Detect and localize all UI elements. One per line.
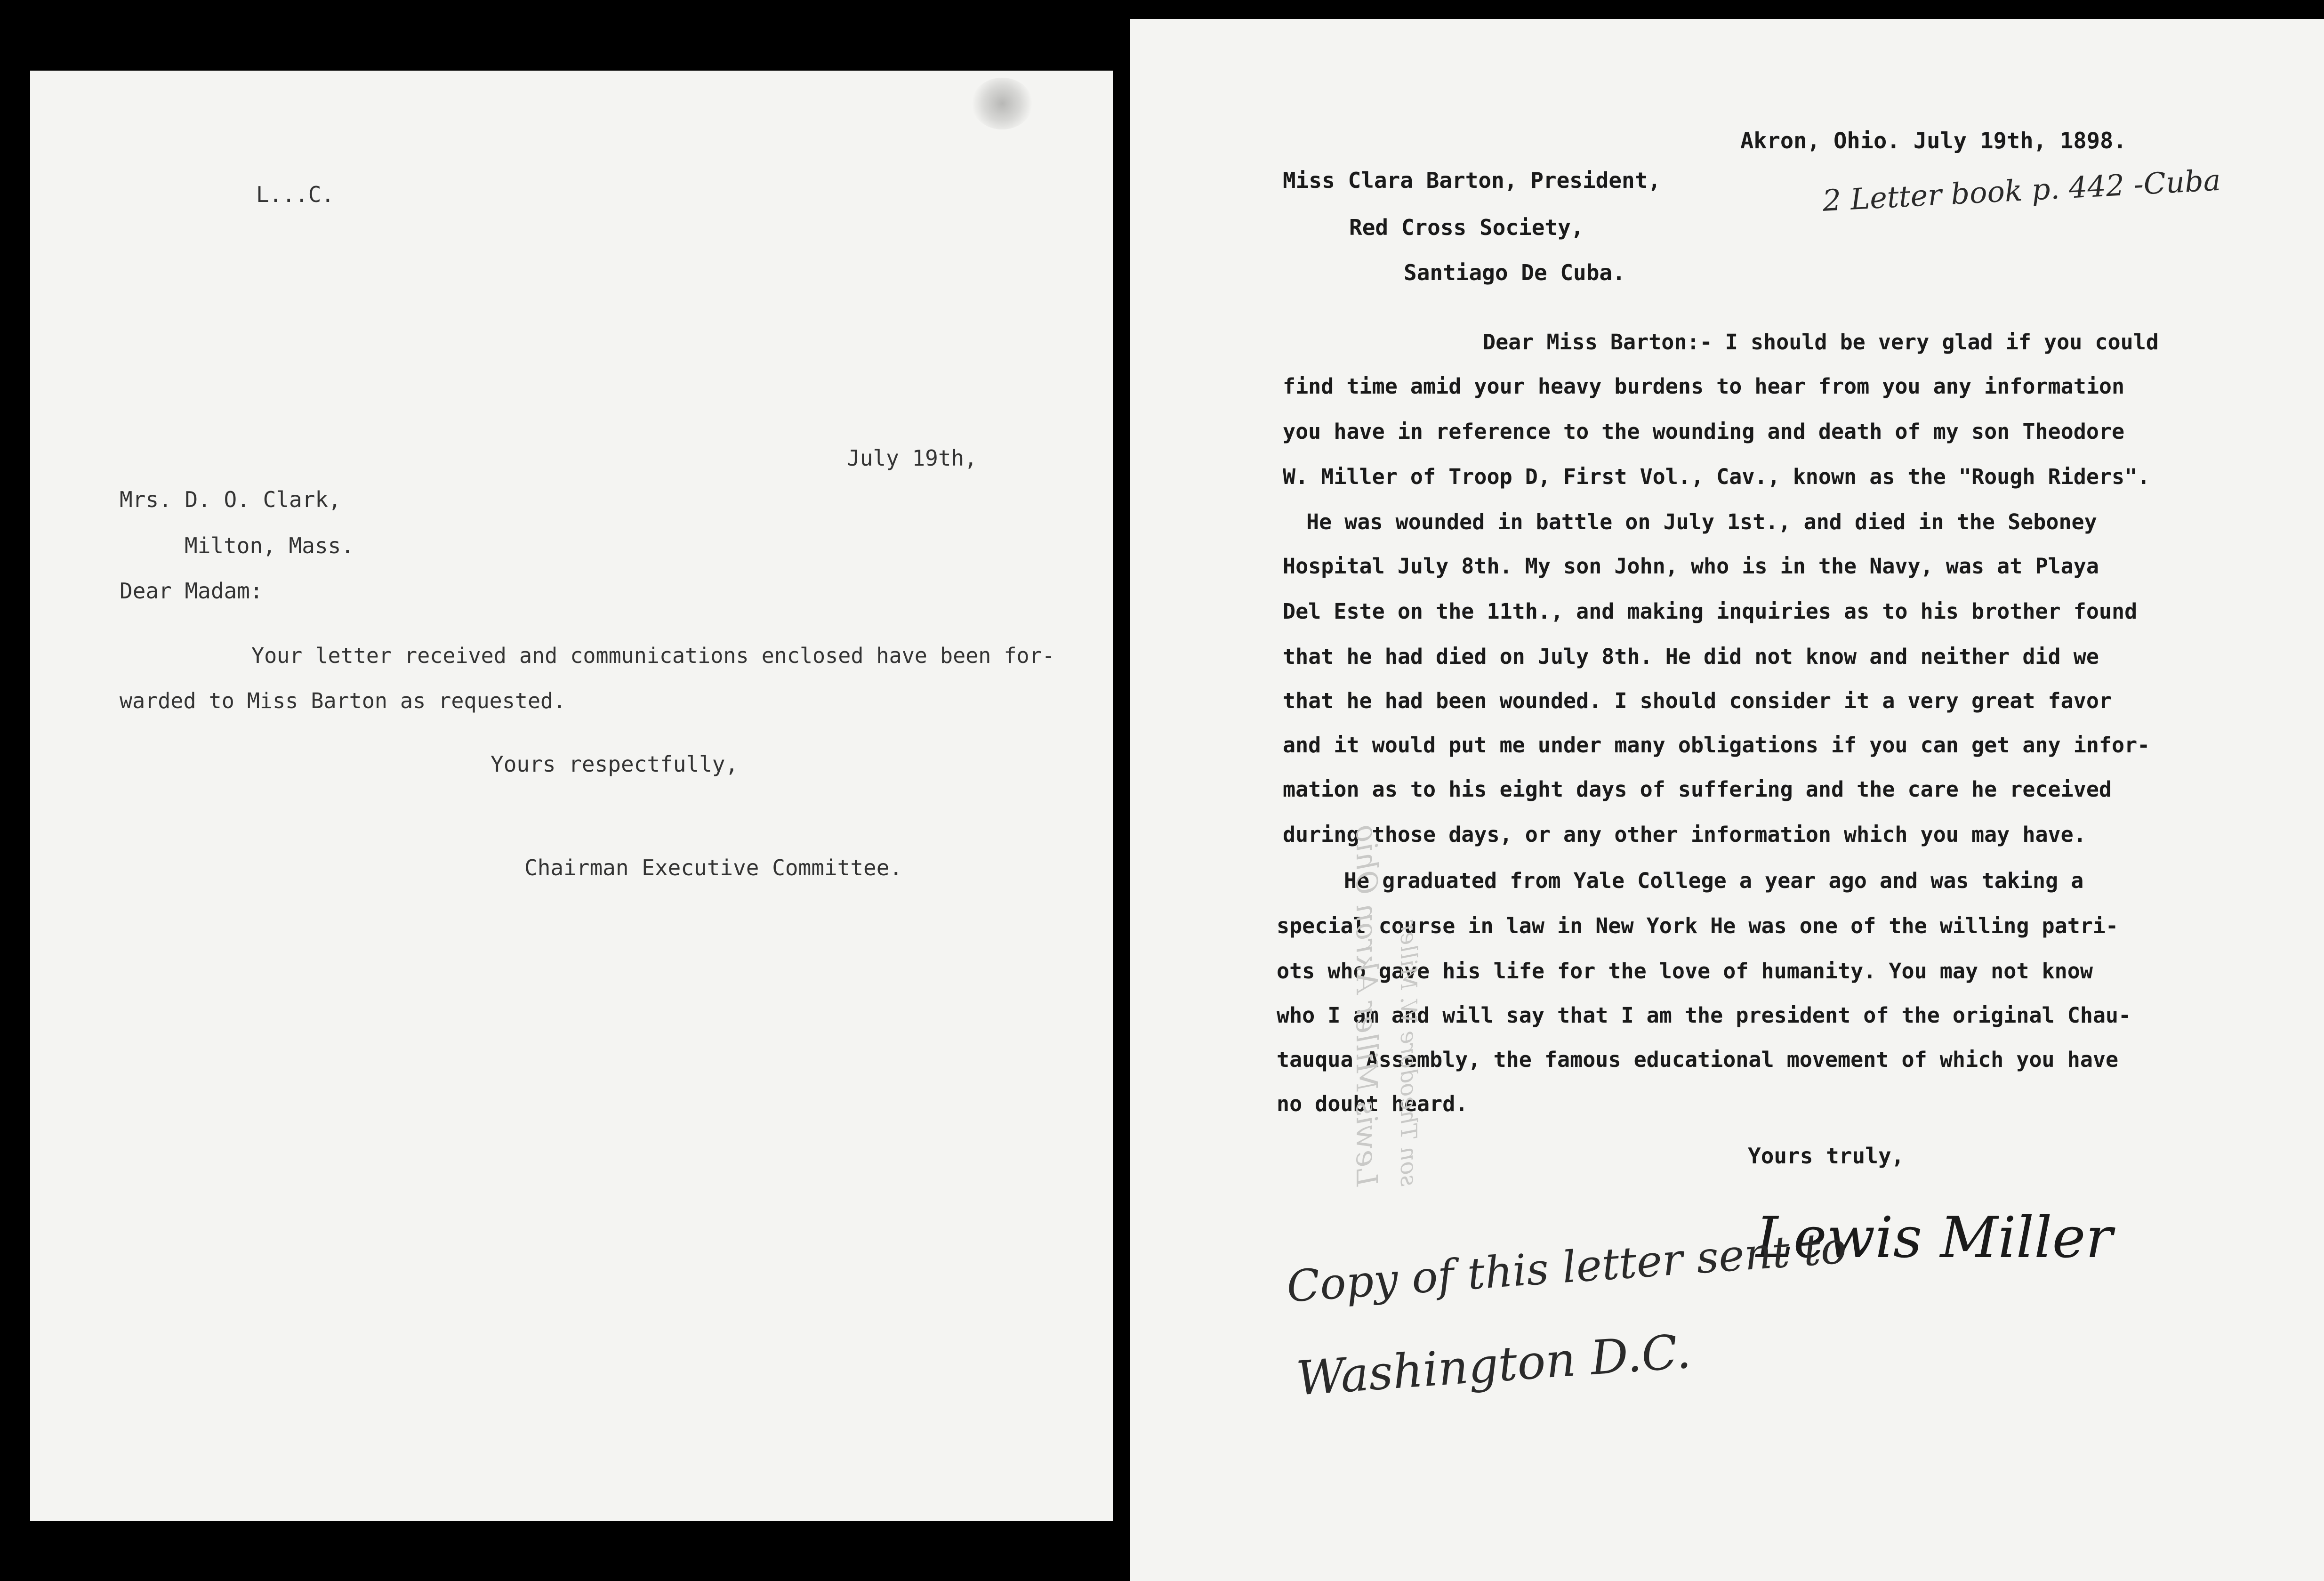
body-line: warded to Miss Barton as requested. (120, 688, 566, 713)
body-line: find time amid your heavy burdens to hear from you any information (1283, 374, 2125, 399)
handwritten-signature: Lewis Miller (1756, 1205, 2113, 1271)
left-letter-page (30, 71, 1113, 1521)
body-line: during those days, or any other information which you may have. (1283, 822, 2086, 847)
body-line: tauqua Assembly, the famous educational movement of which you have (1277, 1047, 2119, 1072)
archive-note: 2 Letter book p. 442 -Cuba (1822, 162, 2222, 218)
body-line: no doubt heard. (1277, 1091, 1468, 1116)
body-line: Del Este on the 11th., and making inquiries as to his brother found (1283, 599, 2138, 624)
body-line: Dear Miss Barton:- I should be very glad if you could (1483, 330, 2159, 355)
salutation: Dear Madam: (120, 578, 263, 604)
body-line: who I am and will say that I am the president of the original Chau- (1277, 1003, 2131, 1028)
body-line: Your letter received and communications enclosed have been for- (251, 643, 1055, 668)
body-line: that he had died on July 8th. He did not know and neither did we (1283, 644, 2099, 669)
recipient-place: Milton, Mass. (185, 533, 354, 558)
letter-header-initials: L...C. (256, 182, 335, 207)
paper-smudge (972, 78, 1033, 129)
recipient-name: Mrs. D. O. Clark, (120, 487, 341, 512)
body-line: W. Miller of Troop D, First Vol., Cav., known as the "Rough Riders". (1283, 464, 2150, 489)
closing: Yours respectfully, (491, 751, 739, 777)
body-line: and it would put me under many obligations if you can get any infor- (1283, 733, 2150, 758)
letter-date: July 19th, (847, 445, 977, 471)
body-line: ots who gave his life for the love of humanity. You may not know (1277, 959, 2093, 984)
body-line: He was wounded in battle on July 1st., and died in the Seboney (1306, 509, 2097, 534)
handwritten-note-line: Copy of this letter sent to (1285, 1222, 1849, 1312)
body-line: that he had been wounded. I should consider it a very great favor (1283, 688, 2112, 713)
right-letter-page (1130, 19, 2324, 1581)
body-line: mation as to his eight days of suffering and the care he received (1283, 777, 2112, 802)
place-and-date: Akron, Ohio. July 19th, 1898. (1740, 128, 2127, 154)
signatory-title: Chairman Executive Committee. (524, 855, 903, 880)
bleed-through-ink: son Theodore W. Miller (1395, 920, 1422, 1186)
recipient-line: Santiago De Cuba. (1404, 260, 1625, 285)
closing: Yours truly, (1748, 1143, 1905, 1169)
recipient-line: Miss Clara Barton, President, (1283, 168, 1661, 193)
body-line: He graduated from Yale College a year ago and was taking a (1344, 868, 2084, 893)
body-line: Hospital July 8th. My son John, who is in the Navy, was at Playa (1283, 554, 2099, 579)
body-line: special course in law in New York He was one of the willing patri- (1277, 913, 2119, 938)
body-line: you have in reference to the wounding and death of my son Theodore (1283, 419, 2125, 444)
handwritten-note-line: Washington D.C. (1295, 1323, 1693, 1406)
bleed-through-ink: Lewis Miller Akron Ohio (1350, 824, 1384, 1186)
recipient-line: Red Cross Society, (1349, 215, 1584, 240)
